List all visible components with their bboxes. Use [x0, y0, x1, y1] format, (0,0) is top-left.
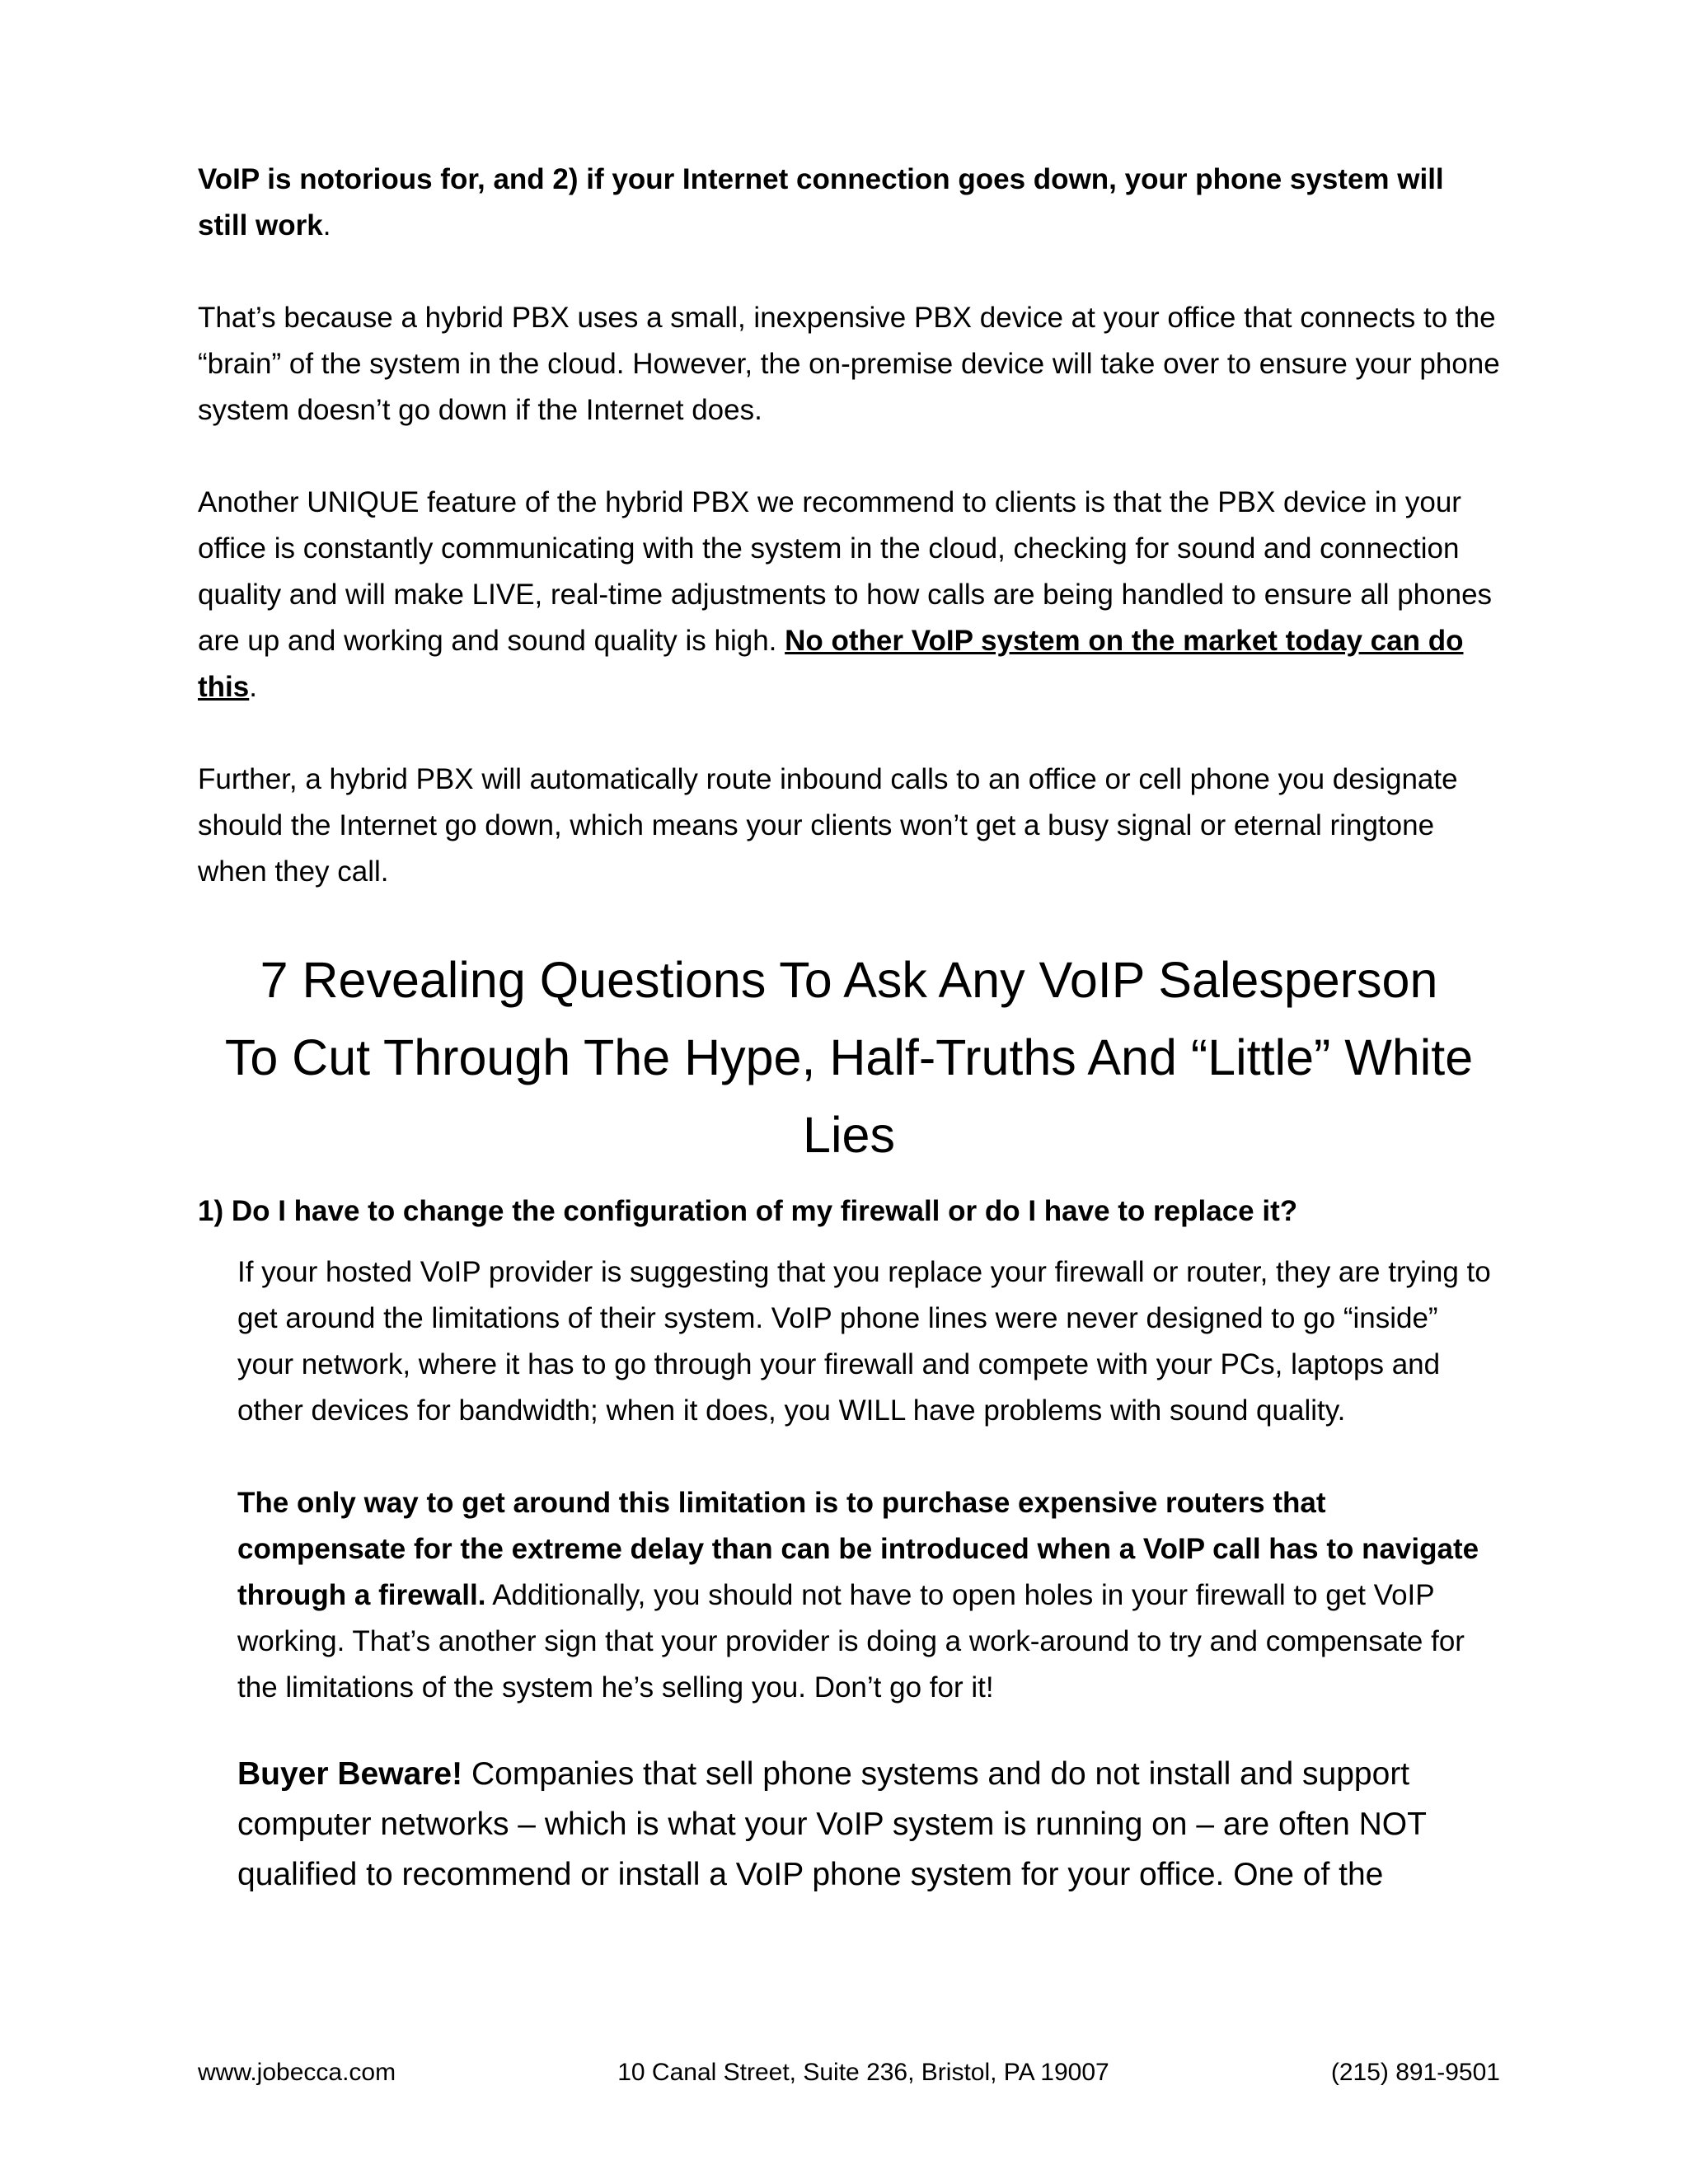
footer-website: www.jobecca.com	[198, 2059, 396, 2086]
paragraph-1-bold: VoIP is notorious for, and 2) if your Internet connection goes down, your phone system will still work	[198, 163, 1444, 241]
section-title	[198, 941, 1500, 1174]
question-1-paragraph-1: If your hosted VoIP provider is suggesting that you replace your firewall or router, they are trying to get around the limitations of their system. VoIP phone lines were never designed to go “inside” your network, where it has to go through your firewall and compete with your PCs, laptops and other devices for bandwidth; when it does, you WILL have problems with sound quality.	[237, 1256, 1491, 1427]
page-content	[198, 157, 1500, 1946]
page-footer	[198, 2052, 1500, 2093]
paragraph-3-end: .	[249, 671, 257, 703]
footer-phone: (215) 891-9501	[1330, 2059, 1500, 2086]
paragraph-3-text: Another UNIQUE feature of the hybrid PBX we recommend to clients is that the PBX device in your office is constantly communicating with the system in the cloud, checking for sound and connection quality and will make LIVE, real-time adjustments to how calls are being handled to ensure all phones are up and working and sound quality is high.	[198, 486, 1493, 657]
buyer-beware-label: Buyer Beware!	[237, 1756, 463, 1792]
question-1-paragraph-2-bold: The only way to get around this limitation is to purchase expensive routers that compensate for the extreme delay than can be introduced when a VoIP call has to navigate through a firewall.	[237, 1487, 1479, 1611]
paragraph-3-emphasis: No other VoIP system on the market today can do this	[198, 625, 1464, 703]
buyer-beware-text: Companies that sell phone systems and do not install and support computer networks – which is what your VoIP system is running on – are often NOT qualified to recommend or install a VoIP phone system for your office. One of the	[237, 1756, 1427, 1892]
question-1-paragraph-2	[237, 1480, 1500, 1711]
question-1-paragraph-2-rest: Additionally, you should not have to open holes in your firewall to get VoIP working. That’s another sign that your provider is doing a work-around to try and compensate for the limitations of the system he’s selling you. Don’t go for it!	[237, 1579, 1465, 1704]
paragraph-1	[198, 157, 1500, 249]
paragraph-4: Further, a hybrid PBX will automatically route inbound calls to an office or cell phone you designate should the Internet go down, which means your clients won’t get a busy signal or eternal ringtone when they call.	[198, 763, 1458, 888]
question-1-heading: 1) Do I have to change the configuration of my firewall or do I have to replace it?	[198, 1195, 1298, 1227]
footer-address: 10 Canal Street, Suite 236, Bristol, PA 19007	[617, 2059, 1109, 2086]
section-title-line-2: To Cut Through The Hype, Half-Truths And “Little” White Lies	[224, 1029, 1474, 1163]
paragraph-3	[198, 480, 1500, 710]
paragraph-2: That’s because a hybrid PBX uses a small, inexpensive PBX device at your office that connects to the “brain” of the system in the cloud. However, the on-premise device will take over to ensure your phone system doesn’t go down if the Internet does.	[198, 302, 1500, 426]
question-1-body	[237, 1249, 1500, 1900]
section-title-line-1: 7 Revealing Questions To Ask Any VoIP Salesperson	[260, 952, 1438, 1008]
buyer-beware-paragraph	[237, 1749, 1500, 1900]
paragraph-1-end: .	[322, 209, 331, 241]
